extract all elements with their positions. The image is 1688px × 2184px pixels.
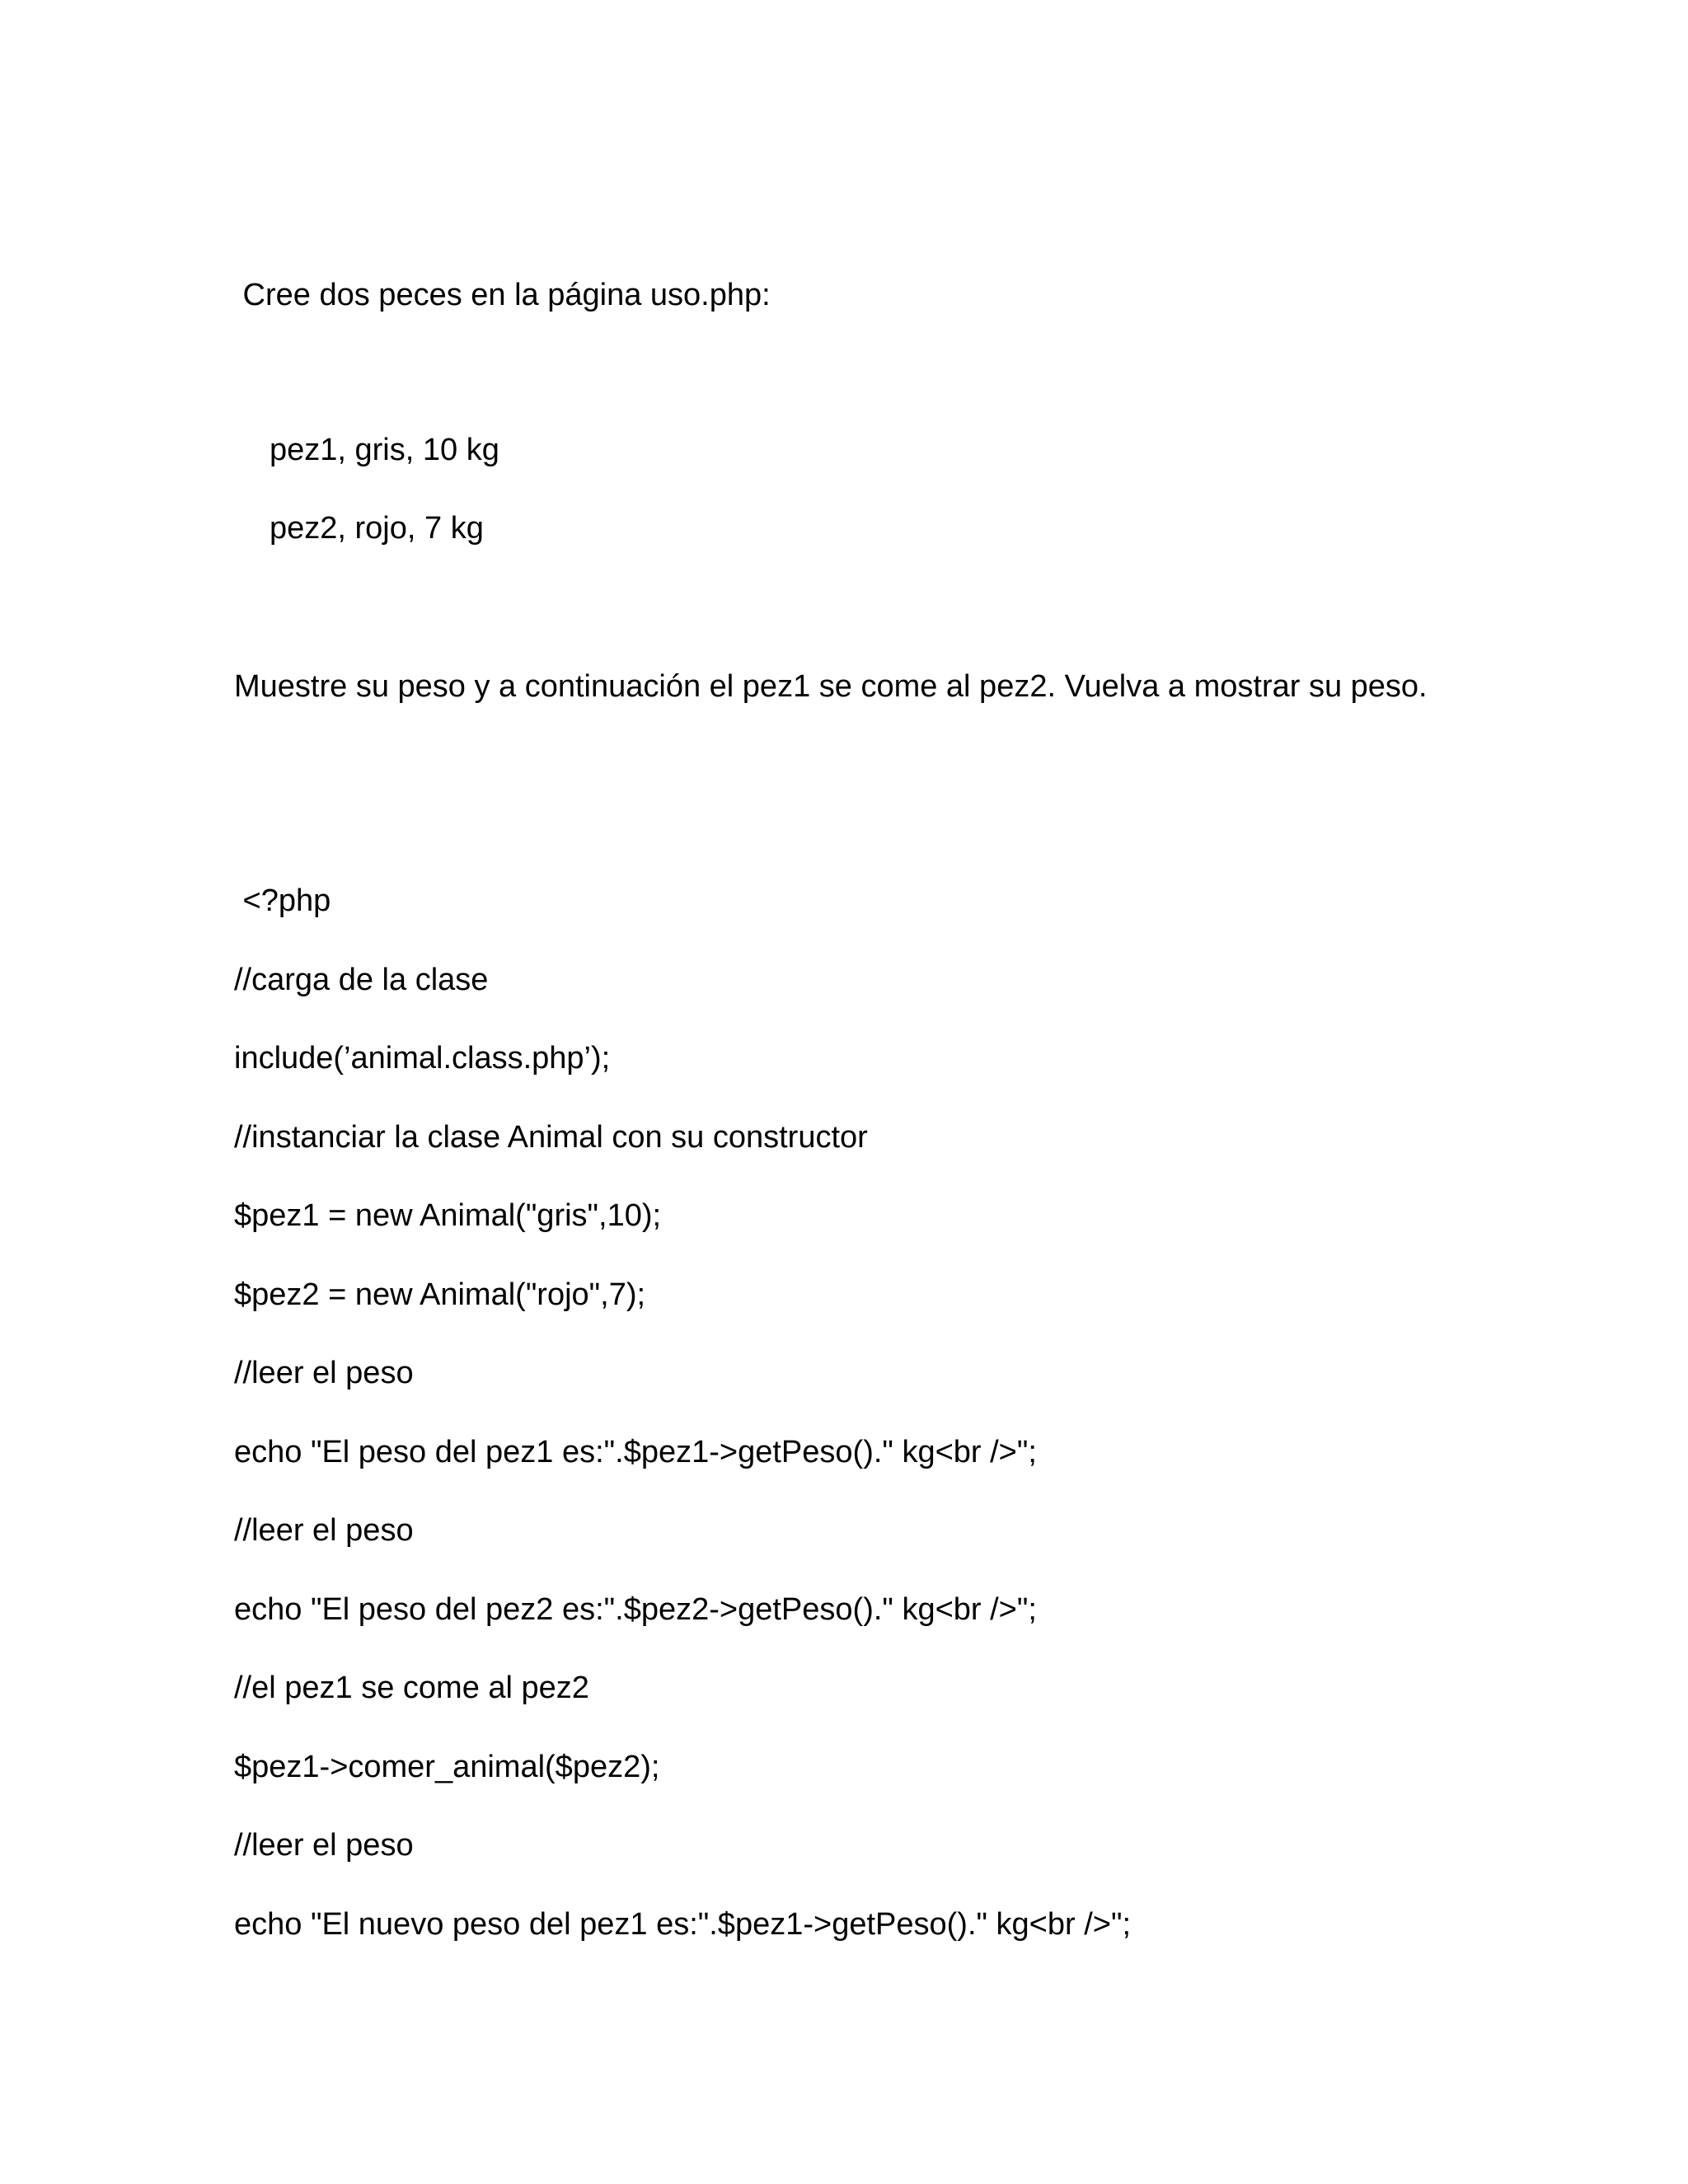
code-line: echo "El peso del pez2 es:".$pez2->getPeso()." kg<br />"; <box>234 1592 1037 1627</box>
code-line: //el pez1 se come al pez2 <box>234 1671 589 1705</box>
code-line: //instanciar la clase Animal con su constructor <box>234 1120 868 1155</box>
code-line: //leer el peso <box>234 1828 414 1863</box>
code-line: $pez2 = new Animal("rojo",7); <box>234 1277 646 1312</box>
code-line: echo "El nuevo peso del pez1 es:".$pez1->getPeso()." kg<br />"; <box>234 1907 1132 1942</box>
fish-list-item-2: pez2, rojo, 7 kg <box>270 511 484 546</box>
intro-text: Cree dos peces en la página uso.php: <box>234 278 771 312</box>
code-line: //leer el peso <box>234 1356 414 1390</box>
code-line: include(’animal.class.php’); <box>234 1041 611 1076</box>
code-line: $pez1 = new Animal("gris",10); <box>234 1198 662 1233</box>
fish-list-item-1: pez1, gris, 10 kg <box>270 433 499 467</box>
code-line: <?php <box>234 883 331 918</box>
code-line: //leer el peso <box>234 1513 414 1548</box>
code-line: echo "El peso del pez1 es:".$pez1->getPeso()." kg<br />"; <box>234 1435 1037 1469</box>
code-line: $pez1->comer_animal($pez2); <box>234 1750 660 1784</box>
code-line: //carga de la clase <box>234 963 489 997</box>
instruction-paragraph: Muestre su peso y a continuación el pez1 se come al pez2. Vuelva a mostrar su peso. <box>234 669 1428 704</box>
